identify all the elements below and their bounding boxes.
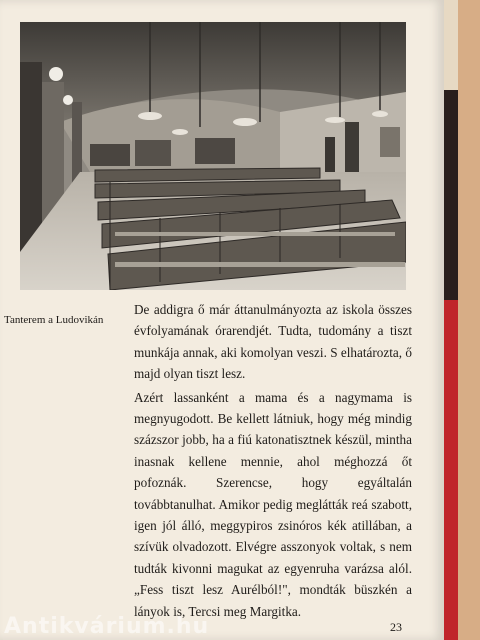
book-spine-red [444,300,458,640]
page-number: 23 [390,620,402,634]
book-spine-top [444,0,458,90]
body-text [134,299,412,622]
book-edge [458,0,480,640]
classroom-photo [20,22,406,290]
paragraph-1: De addigra ő már áttanulmányozta az iskola összes évfolyamának órarendjét. Tudta, tudomány a tiszt munkája annak, aki komolyan veszi. S elhatározta, ő majd olyan tiszt lesz. [134,302,412,382]
photo-caption: Tanterem a Ludovikán [4,314,104,326]
paragraph-2: Azért lassanként a mama és a nagymama is megnyugodott. Be kellett látniuk, hogy még mindig százszor jobb, ha a fiú katonatisztnek készül, mintha inasnak kellene mennie, ahol méghozzá őt pofoznák. Szerencse, hogy egyáltalán továbbtanulhat. Amikor pedig meglátták reá szabott, igen jól álló, meggypiros zsinóros kék atillában, a szívük olvadozott. Elvégre asszonyok voltak, s nem tudták kivonni magukat az egyenruha varázsa alól. „Fess tiszt lesz Aurélból!", mondták büszkén a lányok is, Tercsi meg Margitka. [134,389,412,619]
watermark: Antikvárium.hu [4,614,210,639]
